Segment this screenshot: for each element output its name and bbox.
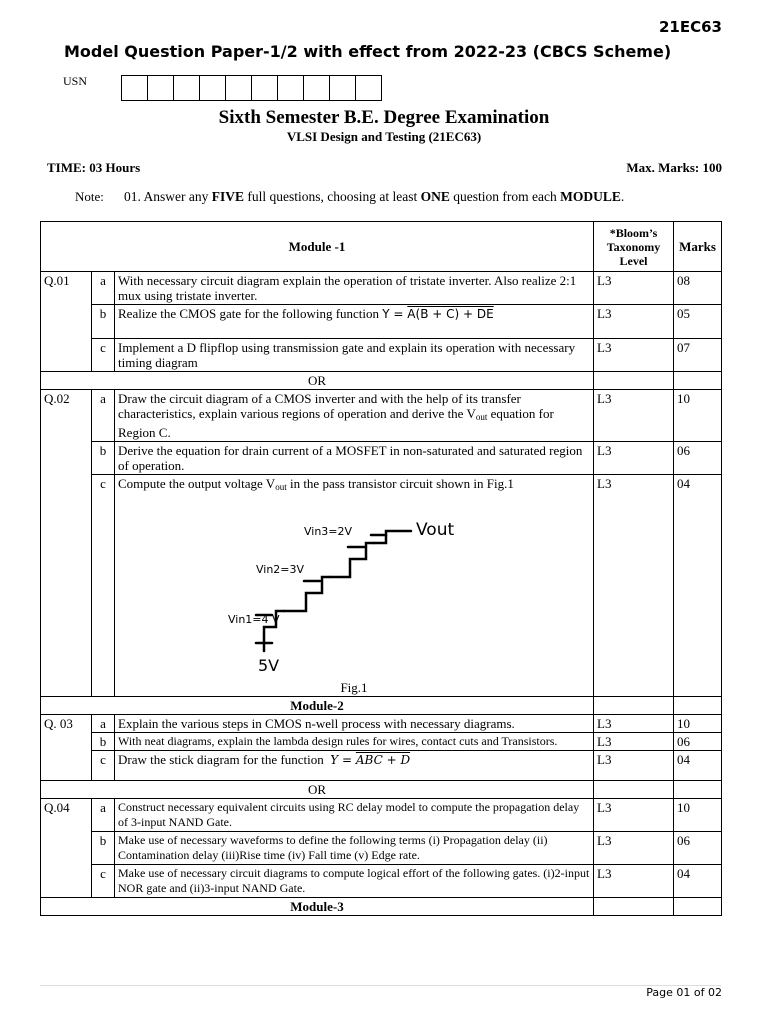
- question-text: With necessary circuit diagram explain the operation of tristate inverter. Also realize 2:1 mux using tristate inverter.: [115, 272, 594, 305]
- marks-value: 10: [674, 715, 722, 733]
- table-row: [41, 751, 722, 781]
- module-3-heading: Module-3: [41, 898, 594, 916]
- blooms-level: L3: [594, 475, 674, 697]
- question-text: Make use of necessary waveforms to define the following terms (i) Propagation delay (ii) Contamination delay (iii)Rise time (iv) Fall time (v) Edge rate.: [115, 832, 594, 865]
- question-number: Q.01: [41, 272, 92, 372]
- module-row: [41, 898, 722, 916]
- blooms-level: L3: [594, 751, 674, 781]
- question-text: Draw the circuit diagram of a CMOS inverter and with the help of its transfer characteristics, explain various regions of operation and derive the $V_{out}$ equation for Region C.: [115, 390, 594, 442]
- question-number: Q. 03: [41, 715, 92, 781]
- usn-box[interactable]: [147, 75, 174, 101]
- note-label: Note:: [75, 189, 104, 204]
- or-label: OR: [41, 372, 594, 390]
- table-row: [41, 390, 722, 442]
- blooms-level: L3: [594, 733, 674, 751]
- table-row: [41, 442, 722, 475]
- marks-value: 08: [674, 272, 722, 305]
- table-row: [41, 799, 722, 832]
- table-row: [41, 715, 722, 733]
- supply-label: 5V: [258, 656, 280, 675]
- question-text: Draw the stick diagram for the function Y = ABC + D: [115, 751, 594, 781]
- marks-value: 10: [674, 390, 722, 442]
- blooms-level: L3: [594, 799, 674, 832]
- marks-value: 10: [674, 799, 722, 832]
- part-label: c: [92, 339, 115, 372]
- question-text: Realize the CMOS gate for the following function Y = A(B + C) + DE: [115, 305, 594, 339]
- usn-label: USN: [63, 74, 88, 88]
- blooms-level: L3: [594, 865, 674, 898]
- part-label: b: [92, 832, 115, 865]
- usn-box[interactable]: [225, 75, 252, 101]
- circuit-wires: [256, 531, 411, 651]
- question-text: Construct necessary equivalent circuits using RC delay model to compute the propagation delay of 3-input NAND Gate.: [115, 799, 594, 832]
- table-row: [41, 305, 722, 339]
- blooms-level: L3: [594, 442, 674, 475]
- usn-box[interactable]: [121, 75, 148, 101]
- usn-box[interactable]: [173, 75, 200, 101]
- blooms-level: L3: [594, 305, 674, 339]
- question-text: Compute the output voltage $V_{out}$ in the pass transistor circuit shown in Fig.1 5V Vin1=4 V Vin2=3V Vin3=2V Vout Fig.1: [115, 475, 594, 697]
- usn-box[interactable]: [355, 75, 382, 101]
- marks-value: 06: [674, 832, 722, 865]
- blooms-level: L3: [594, 832, 674, 865]
- vin1-label: Vin1=4 V: [228, 613, 280, 626]
- table-header-row: [41, 222, 722, 272]
- note-text: 01. Answer any FIVE full questions, choosing at least ONE question from each MODULE.: [124, 189, 625, 204]
- marks-value: 05: [674, 305, 722, 339]
- marks-value: 04: [674, 475, 722, 697]
- or-row: [41, 372, 722, 390]
- formula-overline: ABC + D: [355, 753, 411, 767]
- marks-value: 06: [674, 733, 722, 751]
- part-label: b: [92, 733, 115, 751]
- part-label: a: [92, 390, 115, 442]
- question-text: Make use of necessary circuit diagrams to compute logical effort of the following gates. (i)2-input NOR gate and (ii)3-input NAND Gate.: [115, 865, 594, 898]
- blooms-level: L3: [594, 715, 674, 733]
- time-info: TIME: 03 Hours: [47, 160, 141, 175]
- course-code: 21EC63: [658, 18, 722, 36]
- question-text: With neat diagrams, explain the lambda design rules for wires, contact cuts and Transistors.: [115, 733, 594, 751]
- exam-title: Sixth Semester B.E. Degree Examination: [218, 107, 550, 128]
- part-label: c: [92, 751, 115, 781]
- or-row: [41, 781, 722, 799]
- question-number: Q.04: [41, 799, 92, 898]
- part-label: a: [92, 799, 115, 832]
- usn-boxes: [122, 75, 382, 101]
- usn-box[interactable]: [277, 75, 304, 101]
- part-label: a: [92, 715, 115, 733]
- part-label: c: [92, 475, 115, 697]
- marks-value: 04: [674, 751, 722, 781]
- table-row: [41, 272, 722, 305]
- module-row: [41, 697, 722, 715]
- question-text: Implement a D flipflop using transmission gate and explain its operation with necessary timing diagram: [115, 339, 594, 372]
- part-label: b: [92, 305, 115, 339]
- question-number: Q.02: [41, 390, 92, 697]
- blooms-level: L3: [594, 339, 674, 372]
- or-label: OR: [41, 781, 594, 799]
- question-text: Derive the equation for drain current of a MOSFET in non-saturated and saturated region of operation.: [115, 442, 594, 475]
- figure-caption: Fig.1: [340, 680, 368, 695]
- marks-header: Marks: [674, 222, 722, 272]
- module-2-heading: Module-2: [41, 697, 594, 715]
- vin3-label: Vin3=2V: [304, 525, 353, 538]
- max-marks: Max. Marks: 100: [626, 160, 722, 175]
- blooms-level: L3: [594, 272, 674, 305]
- table-row: [41, 733, 722, 751]
- vin2-label: Vin2=3V: [256, 563, 305, 576]
- usn-box[interactable]: [329, 75, 356, 101]
- marks-value: 06: [674, 442, 722, 475]
- usn-box[interactable]: [199, 75, 226, 101]
- blooms-level: L3: [594, 390, 674, 442]
- table-row: [41, 832, 722, 865]
- subject-title: VLSI Design and Testing (21EC63): [286, 129, 482, 144]
- marks-value: 04: [674, 865, 722, 898]
- blooms-header: *Bloom’s Taxonomy Level: [594, 222, 674, 272]
- usn-box[interactable]: [303, 75, 330, 101]
- pass-transistor-figure: [226, 501, 476, 676]
- module-1-heading: Module -1: [41, 222, 594, 272]
- formula-overline: A(B + C) + DE: [407, 307, 494, 321]
- vout-label: Vout: [416, 520, 455, 540]
- question-table: [40, 221, 722, 916]
- part-label: c: [92, 865, 115, 898]
- footer-divider: [40, 985, 721, 986]
- marks-value: 07: [674, 339, 722, 372]
- table-row: [41, 865, 722, 898]
- paper-title: Model Question Paper-1/2 with effect from 2022-23 (CBCS Scheme): [64, 42, 672, 61]
- table-row: [41, 339, 722, 372]
- usn-box[interactable]: [251, 75, 278, 101]
- page-number: Page 01 of 02: [646, 986, 722, 999]
- table-row: [41, 475, 722, 697]
- part-label: a: [92, 272, 115, 305]
- question-text: Explain the various steps in CMOS n-well process with necessary diagrams.: [115, 715, 594, 733]
- part-label: b: [92, 442, 115, 475]
